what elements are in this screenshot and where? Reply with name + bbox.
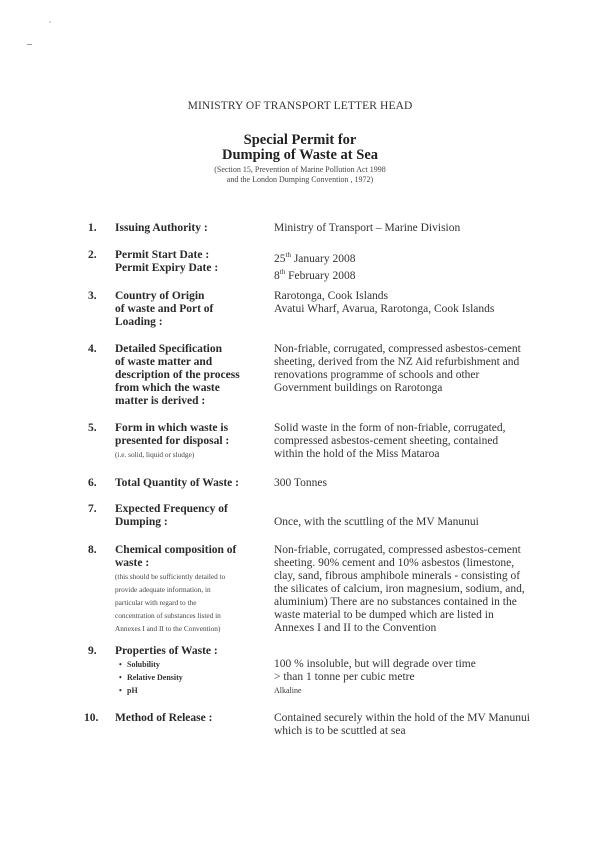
value-line: aluminium) There are no substances contained in the bbox=[274, 596, 517, 608]
value-line: the silicates of calcium, iron magnesium, sodium, and, bbox=[274, 583, 525, 595]
value-line: Solid waste in the form of non-friable, corrugated, bbox=[274, 422, 506, 434]
item-label: Total Quantity of Waste : bbox=[115, 477, 239, 489]
value-line: compressed asbestos-cement sheeting, contained bbox=[274, 435, 499, 447]
date-day: 8 bbox=[274, 269, 280, 282]
bullet-icon: • bbox=[119, 686, 122, 695]
value-line: sheeting, derived from the NZ Aid refurbishment and bbox=[274, 356, 520, 368]
label-line: matter is derived : bbox=[115, 395, 206, 407]
item-label bbox=[115, 290, 275, 329]
item-number: 7. bbox=[88, 503, 97, 515]
value-line: clay, sand, fibrous amphibole minerals - consisting of bbox=[274, 570, 521, 582]
value-line: Rarotonga, Cook Islands bbox=[274, 290, 389, 302]
property-name: pH bbox=[127, 686, 138, 695]
label-line: Loading : bbox=[115, 316, 163, 328]
label-note: particular with regard to the bbox=[115, 598, 197, 607]
subtitle-line: and the London Dumping Convention , 1972) bbox=[226, 175, 374, 184]
label-line: Chemical composition of bbox=[115, 544, 237, 556]
property-name: Solubility bbox=[127, 660, 160, 669]
item-number: 9. bbox=[88, 645, 97, 657]
item-label bbox=[115, 422, 275, 461]
value-line: waste material to be dumped which are listed in bbox=[274, 609, 494, 621]
item-number: 3. bbox=[88, 290, 97, 302]
property-value-ph: Alkaline bbox=[274, 686, 302, 695]
item-number: 1. bbox=[88, 222, 97, 234]
label-line: Permit Expiry Date : bbox=[115, 262, 219, 274]
value-line: Non-friable, corrugated, compressed asbestos-cement bbox=[274, 544, 521, 556]
scan-speck bbox=[49, 21, 51, 23]
date-suffix: th bbox=[279, 267, 286, 276]
item-value bbox=[274, 712, 574, 738]
label-line: presented for disposal : bbox=[115, 435, 230, 447]
label-line: of waste and Port of bbox=[115, 303, 214, 315]
label-line: Dumping : bbox=[115, 516, 168, 528]
label-line: from which the waste bbox=[115, 382, 220, 394]
item-label: Issuing Authority : bbox=[115, 222, 208, 234]
label-note: Annexes I and II to the Convention) bbox=[115, 624, 221, 633]
value-line: Avatui Wharf, Avarua, Rarotonga, Cook Islands bbox=[274, 303, 495, 315]
value-line: Non-friable, corrugated, compressed asbestos-cement bbox=[274, 343, 521, 355]
item-value bbox=[274, 422, 574, 461]
item-label bbox=[115, 503, 275, 529]
label-line: of waste matter and bbox=[115, 356, 213, 368]
item-label bbox=[115, 249, 275, 275]
date-suffix: th bbox=[285, 251, 291, 259]
date-month-year: January 2008 bbox=[290, 252, 356, 265]
item-number: 4. bbox=[88, 343, 97, 355]
date-day: 25 bbox=[274, 252, 286, 265]
item-number: 5. bbox=[88, 422, 97, 434]
item-value bbox=[274, 658, 574, 697]
item-value: 300 Tonnes bbox=[274, 477, 327, 489]
letterhead: MINISTRY OF TRANSPORT LETTER HEAD bbox=[187, 100, 413, 112]
property-value-relative-density: > than 1 tonne per cubic metre bbox=[274, 671, 415, 683]
subtitle-line: (Section 15, Prevention of Marine Pollution Act 1998 bbox=[214, 165, 386, 174]
item-value: Once, with the scuttling of the MV Manunui bbox=[274, 516, 479, 528]
scan-speck bbox=[27, 44, 32, 45]
label-line: description of the process bbox=[115, 369, 240, 381]
property-name: Relative Density bbox=[127, 673, 183, 682]
permit-start-date bbox=[274, 249, 574, 266]
label-line: Permit Start Date : bbox=[115, 249, 210, 261]
value-line: Annexes I and II to the Convention bbox=[274, 622, 437, 634]
item-value bbox=[274, 544, 574, 635]
label-line: Form in which waste is bbox=[115, 422, 229, 434]
date-month-year: February 2008 bbox=[285, 269, 356, 282]
item-value: Ministry of Transport – Marine Division bbox=[274, 222, 461, 234]
label-line: Detailed Specification bbox=[115, 343, 222, 355]
title-line: Dumping of Waste at Sea bbox=[221, 147, 379, 163]
value-line: Government buildings on Rarotonga bbox=[274, 382, 443, 394]
item-number: 10. bbox=[84, 712, 99, 724]
label-note: (i.e. solid, liquid or sludge) bbox=[115, 450, 195, 459]
property-value-solubility: 100 % insoluble, but will degrade over time bbox=[274, 658, 476, 670]
item-label bbox=[115, 544, 275, 635]
document-title bbox=[0, 133, 600, 163]
value-line: which is to be scuttled at sea bbox=[274, 725, 406, 737]
title-line: Special Permit for bbox=[243, 132, 357, 148]
permit-expiry-date bbox=[274, 266, 574, 283]
property-name-ph bbox=[115, 684, 275, 697]
value-line: sheeting. 90% cement and 10% asbestos (limestone, bbox=[274, 557, 515, 569]
item-label: Method of Release : bbox=[115, 712, 213, 724]
item-value bbox=[274, 290, 574, 316]
label-note: concentration of substances listed in bbox=[115, 611, 221, 620]
bullet-icon: • bbox=[119, 673, 122, 682]
property-list bbox=[115, 658, 275, 697]
value-line: renovations programme of schools and other bbox=[274, 369, 480, 381]
document-subtitle bbox=[0, 165, 600, 185]
item-label bbox=[115, 645, 275, 697]
label-line: Expected Frequency of bbox=[115, 503, 228, 515]
item-number: 8. bbox=[88, 544, 97, 556]
label-note: (this should be sufficiently detailed to bbox=[115, 572, 226, 581]
label-line: waste : bbox=[115, 557, 150, 569]
label-line: Country of Origin bbox=[115, 290, 205, 302]
item-number: 2. bbox=[88, 249, 97, 261]
label-line: Properties of Waste : bbox=[115, 645, 218, 657]
value-line: Contained securely within the hold of the MV Manunui bbox=[274, 712, 530, 724]
property-name-solubility bbox=[115, 658, 275, 671]
bullet-icon: • bbox=[119, 660, 122, 669]
item-value bbox=[274, 343, 574, 395]
item-label bbox=[115, 343, 275, 408]
label-note: provide adequate information, in bbox=[115, 585, 211, 594]
item-number: 6. bbox=[88, 477, 97, 489]
property-name-relative-density bbox=[115, 671, 275, 684]
item-value bbox=[274, 249, 574, 283]
value-line: within the hold of the Miss Mataroa bbox=[274, 448, 440, 460]
